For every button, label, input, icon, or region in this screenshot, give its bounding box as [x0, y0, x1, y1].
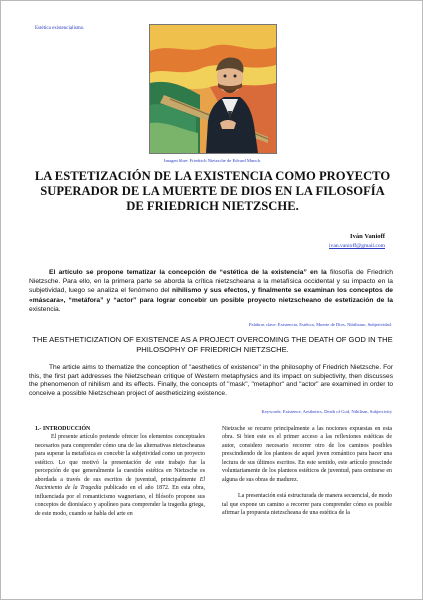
abstract-english: The article aims to thematize the conception of "aesthetics of existence" in the philosophy of Friedrich Nietzsche. For this, the first part addresses the Nietzschean critique of Western metaphysics and its impact on subjectivity, then discusses the phenomenon of nihilism and its effects. Finally, the concepts of "mask", "metaphor" and "actor" are examined in order to conceive a possible Nietzschean project of aestheticizing existence. — [29, 364, 393, 397]
english-title: THE AESTHETICIZATION OF EXISTENCE AS A PROJECT OVERCOMING THE DEATH OF GOD IN THE PHILOSOPHY OF FRIEDRICH NIETZSCHE. — [32, 335, 393, 354]
intro-paragraph — [35, 433, 205, 518]
running-head: Estética existencialismo. — [35, 26, 85, 31]
body-column-right — [222, 425, 392, 518]
author-name: Iván Vanioff — [350, 233, 385, 240]
abstract-spanish — [29, 268, 393, 314]
keywords-spanish: Palabras clave: Existencia, Estética, Muerte de Dios, Nihilismo, Subjetividad. — [248, 322, 392, 327]
right-paragraph-2: La presentación está estructurada de manera secuencial, de modo tal que expone un camino a recorrer para comprender cómo es posible afirmar la propuesta nietzscheana de una estética de la — [222, 493, 392, 517]
author-email-link[interactable]: ivan.vanioff@gmail.com — [328, 243, 385, 249]
article-title: LA ESTETIZACIÓN DE LA EXISTENCIA COMO PROYECTO SUPERADOR DE LA MUERTE DE DIOS EN LA FILOSOFÍA DE FRIEDRICH NIETZSCHE. — [34, 169, 391, 213]
abstract-es-body: filosofía de Friedrich Nietzsche. Para ello, en la primera parte se aborda la crítica nietzscheana a la metafísica occidental y su impacto en la subjetividad, luego se analiza el fenómeno del — [29, 269, 393, 295]
portrait-painting — [150, 25, 276, 153]
intro-text: El presente artículo pretende ofrecer los elementos conceptuales necesarios para comprender cómo una de las alternativas nietzscheanas para superar la metafísica es concebir la subjetividad como un proyecto estético. Lo que motivó la presentación de este trabajo fue la percepción de que generalmente la cuestión estética en Nietzsche es abordada a través de sus escritos de juventud, principalmente — [35, 434, 205, 483]
abstract-es-end: existencia. — [29, 305, 61, 313]
abstract-es-line1: El artículo se propone tematizar la concepción de “estética de la existencia” en la — [49, 269, 327, 276]
book-title: El Nacimiento de la Tragedia — [35, 476, 205, 492]
nietzsche-portrait-image — [149, 24, 277, 154]
intro-text-end: publicado en el año 1872. En esta obra, influenciada por el romanticismo wagneriano, el filósofo propone sus conceptos de dionisíaco y apolíneo para comprender la tragedia griega, de este modo, cuando se habla del arte en — [35, 485, 205, 517]
right-paragraph-1: Nietzsche se recurre principalmente a las nociones expuestas en esta obra. Si bien este es el primer acceso a las reflexiones estéticas de autor, considero necesario recorrer otro de los caminos posibles prescindiendo de los planteos de aquel joven romántico para hacer una lectura de sus últimos escritos. En este sentido, este artículo prescinde voluntariamente de los planteos estéticos de juventud, para centrarse en alguna de sus obras de madurez. — [222, 426, 392, 483]
image-caption: Imagen libre: Friedrich Nietzsche de Edvard Munch. — [163, 158, 262, 163]
abstract-es-bold: nihilismo y sus efectos, y finalmente se examinan los conceptos de «máscara», “metáfora” y “actor” para lograr concebir un posible proyecto nietzscheano de estetización de la — [29, 287, 393, 304]
section-heading: 1.- INTRODUCCIÓN — [35, 426, 91, 432]
body-column-left — [35, 425, 205, 518]
keywords-english: Keywords: Existence, Aesthetics, Death of God, Nihilism, Subjectivity — [261, 409, 392, 414]
